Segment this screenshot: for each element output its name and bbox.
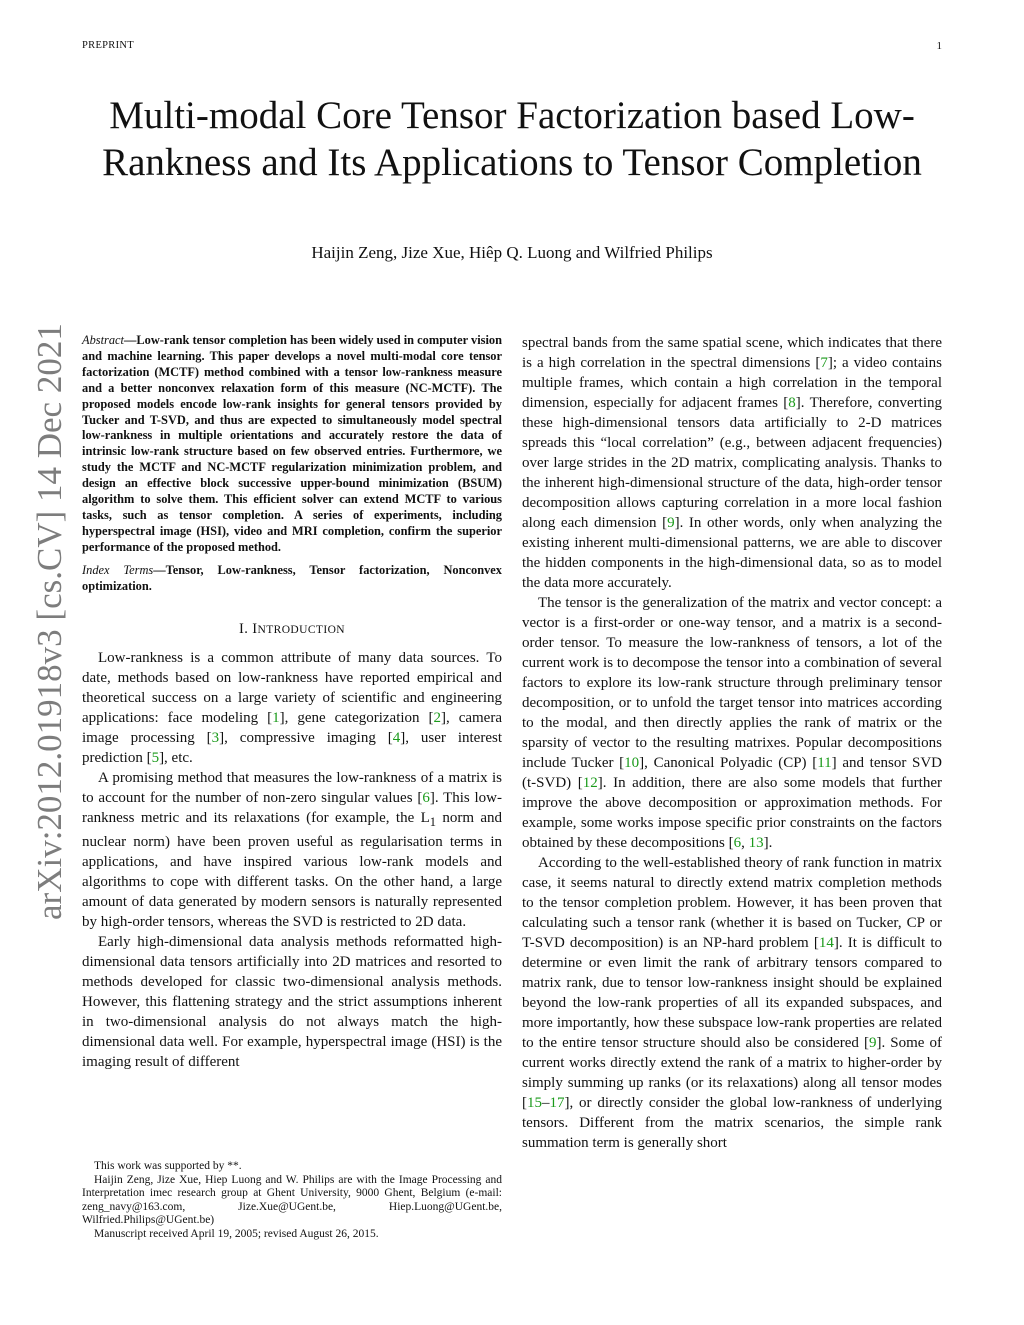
footnote-support: This work was supported by **. xyxy=(94,1160,242,1172)
citation-link[interactable]: 15 xyxy=(527,1095,542,1111)
citation-link[interactable]: 10 xyxy=(624,755,640,771)
abstract-text: —Low-rank tensor completion has been widely used in computer vision and machine learning. This paper develops a novel multi-modal core tensor factorization (MCTF) method combined with a tensor low-rankness measure and a better nonconvex relaxation form of this measure (NC-MCTF). The proposed models encode low-rank insights for general tensors provided by Tucker and T-SVD, and thus are expected to simultaneously model spectral low-rankness in multiple orientations and accurately restore the data of intrinsic low-rank structure based on few observed entries. Furthermore, we study the MCTF and NC-MCTF regularization minimization problem, and design an effective block successive upper-bound minimization (BSUM) algorithm to solve them. This efficient solver can extend MCTF to various tasks, such as tensor completion. A series of experiments, including hyperspectral image (HSI), video and MRI completion, confirm the superior performance of the proposed method. xyxy=(82,333,502,554)
abstract-label: Abstract xyxy=(82,333,124,347)
citation-link[interactable]: 4 xyxy=(392,729,401,746)
citation-link[interactable]: 2 xyxy=(433,709,441,726)
citation-link[interactable]: 9 xyxy=(667,515,675,531)
footnote-manuscript: Manuscript received April 19, 2005; revised August 26, 2015. xyxy=(94,1227,379,1240)
citation-link[interactable]: 5 xyxy=(151,749,160,766)
citation-link[interactable]: 9 xyxy=(868,1035,877,1051)
section-heading-introduction: I. INTRODUCTION xyxy=(239,620,345,637)
citation-link[interactable]: 17 xyxy=(549,1095,565,1111)
right-column xyxy=(522,333,942,1153)
paragraph: A promising method that measures the low-rankness of a matrix is to account for the number of non-zero singular values [6]. This low-rankness metric and its relaxations (for example, the $L_1$ norm and nuclear norm) have been proven useful as regularisation terms in applications, and have inspired various low-rank models and algorithms to cope with different tasks. On the other hand, a large amount of data generated by modern sensors is naturally represented by high-order tensors, whereas the SVD is restricted to 2D data. xyxy=(82,769,503,930)
page-number: 1 xyxy=(936,40,942,52)
index-terms-text: —Tensor, Low-rankness, Tensor factorization, Nonconvex optimization. xyxy=(82,562,502,593)
paper-title: Multi-modal Core Tensor Factorization based Low-Rankness and Its Applications to Tensor Completion xyxy=(102,94,922,184)
citation-link[interactable]: 6 xyxy=(422,789,430,806)
citation-link[interactable]: 11 xyxy=(817,755,832,771)
citation-link[interactable]: 6 xyxy=(733,835,742,851)
paragraph: Early high-dimensional data analysis methods reformatted high-dimensional data tensors artificially into 2D matrices and resorted to methods developed for classic two-dimensional analysis methods. However, this flattening strategy and the strict assumptions inherent in two-dimensional analysis do not always match the high-dimensional data well. For example, hyperspectral image (HSI) is the imaging result of different xyxy=(82,933,502,1070)
index-terms xyxy=(82,563,502,595)
citation-link[interactable]: 12 xyxy=(582,775,598,791)
index-terms-label: Index Terms xyxy=(82,562,154,577)
citation-link[interactable]: 3 xyxy=(211,729,220,746)
left-column xyxy=(82,333,502,1072)
author-list: Haijin Zeng, Jize Xue, Hiêp Q. Luong and Wilfried Philips xyxy=(311,243,713,262)
citation-link[interactable]: 1 xyxy=(272,709,280,726)
paragraph: The tensor is the generalization of the matrix and vector concept: a vector is a first-order or one-way tensor, and a matrix is a second-order tensor. To measure the low-rankness of tensors, a lot of the current work is to decompose the tensor into a combination of several factors to explore its low-rank structure through preliminary tensor decomposition, or to unfold the target tensor into matrices according to the modal, and then directly applies the rank of matrix or the sparsity of vector to the resulting matrixes. Popular decompositions include Tucker [10], Canonical Polyadic (CP) [11] and tensor SVD (t-SVD) [12]. In addition, there are also some models that further improve the above decomposition or approximation methods. For example, some works impose specific prior constraints on the factors obtained by these decompositions [6, 13]. xyxy=(522,595,942,851)
arxiv-stamp: arXiv:2012.01918v3 [cs.CV] 14 Dec 2021 xyxy=(30,323,69,920)
footnote-affiliation: Haijin Zeng, Jize Xue, Hiep Luong and W. Philips are with the Image Processing and Interpretation imec research group at Ghent University, 9000 Ghent, Belgium (e-mail: zeng_navy@163.com, Jize.Xue@UGent.be, Hiep.Luong@UGent.be, Wilfried.Philips@UGent.be) xyxy=(82,1173,502,1227)
footnotes xyxy=(82,1160,502,1242)
paragraph: According to the well-established theory of rank function in matrix case, it seems natural to directly extend matrix completion methods to the tensor completion problem. However, it has been proven that calculating such a tensor rank (whether it is based on Tucker, CP or T-SVD decomposition) is an NP-hard problem [14]. It is difficult to determine or even limit the rank of arbitrary tensors compared to matrix rank, due to tensor low-rankness insight should be explained beyond the low-rank properties of all its expanded subspaces, and more importantly, how these subspace low-rank properties are related to the entire tensor structure should also be considered [9]. Some of current works directly extend the rank of a matrix to higher-order by simply summing up ranks (or its relaxations) along all tensor modes [15–17], or directly consider the global low-rankness of underlying tensors. Different from the matrix scenarios, the simple rank summation term is generally short xyxy=(522,855,942,1151)
paragraph: Low-rankness is a common attribute of many data sources. To date, methods based on low-rankness have reported empirical and theoretical success on a large variety of scientific and engineering applications: face modeling [1], gene categorization [2], camera image processing [3], compressive imaging [4], user interest prediction [5], etc. xyxy=(82,649,502,766)
citation-link[interactable]: 13 xyxy=(748,835,764,851)
paragraph: spectral bands from the same spatial scene, which indicates that there is a high correlation in the spectral dimensions [7]; a video contains multiple frames, which contain a high correlation in the temporal dimension, especially for adjacent frames [8]. Therefore, converting these high-dimensional tensors data artificially to 2-D matrices spreads this “local correlation” (e.g., between adjacent frequencies) over large strides in the 2D matrix, complicating analysis. Thanks to the inherent high-dimensional structure of the data, high-order tensor decomposition allows capturing correlation in a more local fashion along each dimension [9]. In other words, only when analyzing the existing inherent multi-dimensional patterns, we are able to discover the hidden components in the high-dimensional data, so as to model the data more accurately. xyxy=(522,335,942,591)
citation-link[interactable]: 7 xyxy=(820,355,828,371)
citation-link[interactable]: 8 xyxy=(788,395,796,411)
citation-link[interactable]: 14 xyxy=(818,935,834,951)
running-head: PREPRINT xyxy=(82,40,134,51)
abstract xyxy=(82,333,502,556)
